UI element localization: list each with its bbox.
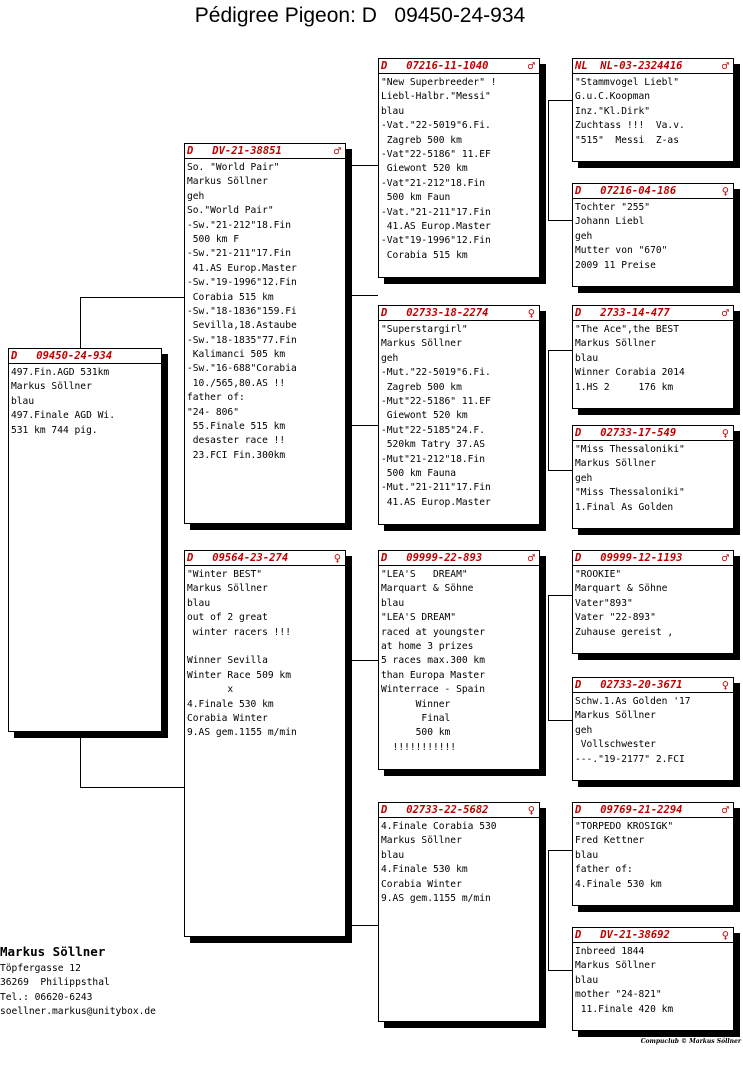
card-line: Zagreb 500 km (381, 134, 462, 146)
card-line: desaster race !! (187, 435, 286, 447)
sex-symbol-icon: ♀ (721, 928, 729, 942)
card-line: 41.AS Europ.Master (381, 220, 491, 232)
card-line: 1.Final As Golden (575, 501, 674, 513)
ring-number-header (379, 306, 539, 321)
card-line: "Winter BEST" (187, 569, 263, 580)
card-notes (573, 321, 733, 395)
sex-symbol-icon: ♀ (721, 678, 729, 692)
ring-number: NL NL-03-2324416 (575, 60, 683, 72)
ring-number: D 07216-04-186 (575, 185, 677, 197)
card-line: Inz."Kl.Dirk" (575, 105, 651, 117)
card-line (187, 640, 345, 654)
card-line: "TORPEDO KROSIGK" (575, 821, 674, 832)
card-line: Winner Corabia 2014 (575, 367, 685, 379)
card-line: -Vat."21-211"17.Fin (381, 206, 491, 218)
connector-line (548, 850, 572, 851)
card-line: Final (381, 712, 451, 724)
card-line: Markus Söllner (187, 176, 268, 188)
card-line: "Miss Thessaloniki" (575, 444, 685, 455)
connector-line (548, 595, 572, 596)
card-line: "New Superbreeder" ! (381, 77, 497, 88)
connector-line (350, 660, 378, 661)
connector-line (350, 165, 378, 166)
card-line: x (187, 684, 234, 696)
owner-street: Töpfergasse 12 (0, 963, 81, 974)
card-line: -Sw."21-212"18.Fin (187, 219, 291, 231)
sex-symbol-icon: ♀ (527, 803, 535, 817)
card-line: blau (381, 849, 405, 861)
connector-line (548, 350, 549, 470)
card-line: Winterrace - Spain (381, 684, 485, 696)
card-line: father of: (575, 864, 633, 876)
card-notes (573, 566, 733, 640)
card-line: So. "World Pair" (187, 162, 280, 173)
card-line: Markus Söllner (575, 458, 656, 470)
pedigree-card-dam-dam (378, 802, 540, 1022)
card-line: Vollschwester (575, 739, 656, 751)
card-notes (379, 74, 539, 263)
card-line: -Mut"21-212"18.Fin (381, 453, 485, 465)
card-line: "Superstargirl" (381, 324, 468, 335)
ring-number-header (573, 678, 733, 693)
card-line: "The Ace",the BEST (575, 324, 679, 335)
card-line: blau (575, 974, 599, 986)
connector-line (548, 720, 572, 721)
card-line: raced at youngster (381, 626, 485, 638)
sex-symbol-icon: ♂ (527, 551, 535, 565)
card-line: Zuhause gereist , (575, 626, 674, 638)
card-line: 4.Finale 530 km (575, 878, 662, 890)
pedigree-card-sdd (572, 425, 734, 529)
card-notes (573, 943, 733, 1017)
card-line: blau (575, 849, 599, 861)
connector-line (548, 100, 549, 220)
connector-line (548, 970, 572, 971)
owner-city: 36269 Philippsthal (0, 977, 110, 989)
card-line: 500 km F (187, 233, 239, 245)
card-line: -Vat"22-5186" 11.EF (381, 148, 491, 160)
connector-line (350, 660, 351, 925)
pedigree-card-dss (572, 550, 734, 654)
connector-line (548, 470, 572, 471)
sex-symbol-icon: ♀ (333, 551, 341, 565)
card-line: "Miss Thessaloniki" (575, 487, 685, 499)
card-line: winter racers !!! (187, 626, 291, 638)
card-line: Liebl-Halbr."Messi" (381, 91, 491, 103)
card-line: Winter Race 509 km (187, 669, 291, 681)
sex-symbol-icon: ♂ (721, 59, 729, 73)
sex-symbol-icon: ♀ (721, 184, 729, 198)
card-line: So."World Pair" (187, 205, 274, 217)
card-line: father of: (187, 392, 245, 404)
card-line: -Sw."21-211"17.Fin (187, 248, 291, 260)
card-line: ---."19-2177" 2.FCI (575, 753, 685, 765)
card-line: Zuchtass !!! Va.v. (575, 120, 685, 132)
card-line: geh (381, 352, 399, 364)
card-line: -Mut"22-5186" 11.EF (381, 395, 491, 407)
card-line: blau (381, 597, 405, 609)
card-line: 41.AS Europ.Master (187, 262, 297, 274)
card-line: -Sw."18-1836"159.Fi (187, 305, 297, 317)
card-line: blau (187, 597, 211, 609)
ring-number: D DV-21-38851 (187, 145, 282, 157)
ring-number-header (573, 928, 733, 943)
ring-number: D 09999-12-1193 (575, 552, 683, 564)
ring-number-header (379, 551, 539, 566)
card-line: Markus Söllner (381, 835, 462, 847)
connector-line (80, 787, 184, 788)
card-line: blau (11, 395, 35, 407)
card-line: Sevilla,18.Astaube (187, 320, 297, 332)
sex-symbol-icon: ♂ (333, 144, 341, 158)
card-line: 5 races max.300 km (381, 655, 485, 667)
card-line: 497.Fin.AGD 531km (11, 367, 110, 378)
ring-number-header (9, 349, 161, 364)
sex-symbol-icon: ♂ (721, 803, 729, 817)
card-line: Markus Söllner (575, 710, 656, 722)
card-line: 500 km Faun (381, 192, 451, 204)
card-line: Fred Kettner (575, 835, 645, 847)
card-line: "24- 806" (187, 406, 239, 418)
pedigree-card-sss (572, 58, 734, 162)
card-line: Johann Liebl (575, 216, 645, 228)
card-notes (9, 364, 161, 438)
card-line: Winner Sevilla (187, 655, 268, 667)
card-line: geh (575, 230, 593, 242)
card-line: Vater"893" (575, 597, 633, 609)
card-line: Marquart & Söhne (575, 583, 668, 595)
owner-address-block (0, 942, 156, 1020)
card-line: -Vat."22-5019"6.Fi. (381, 120, 491, 132)
ring-number-header (573, 306, 733, 321)
connector-line (548, 595, 549, 720)
ring-number-header (185, 144, 345, 159)
card-line: 23.FCI Fin.300km (187, 449, 286, 461)
ring-number-header (185, 551, 345, 566)
card-line: "LEA'S DREAM" (381, 569, 468, 580)
ring-number: D 07216-11-1040 (381, 60, 489, 72)
ring-number-header (573, 803, 733, 818)
ring-number: D 02733-18-2274 (381, 307, 489, 319)
connector-line (80, 297, 184, 298)
card-line: Giewont 520 km (381, 163, 468, 175)
card-line: than Europa Master (381, 669, 485, 681)
card-line: 500 km Fauna (381, 467, 457, 479)
card-line: "Stammvogel Liebl" (575, 77, 679, 88)
pedigree-card-dam-sire (378, 550, 540, 770)
card-line: blau (381, 105, 405, 117)
card-notes (573, 818, 733, 892)
sex-symbol-icon: ♂ (721, 306, 729, 320)
card-line: Corabia 515 km (381, 249, 468, 261)
pedigree-card-subject (8, 348, 162, 732)
ring-number: D 09564-23-274 (187, 552, 289, 564)
pedigree-card-dam (184, 550, 346, 937)
footer-credit: Compuclub © Markus Söllner (640, 1038, 741, 1045)
connector-line (548, 350, 572, 351)
ring-number-header (379, 803, 539, 818)
pedigree-card-sire (184, 143, 346, 524)
card-line: Markus Söllner (575, 960, 656, 972)
card-line: 4.Finale Corabia 530 (381, 821, 497, 832)
card-line: Marquart & Söhne (381, 583, 474, 595)
card-line: -Mut."22-5019"6.Fi. (381, 367, 491, 379)
card-line: Tochter "255" (575, 202, 651, 213)
card-line: Corabia Winter (187, 712, 268, 724)
card-line: geh (575, 724, 593, 736)
connector-line (548, 100, 572, 101)
sex-symbol-icon: ♀ (527, 306, 535, 320)
card-line: -Mut."21-211"17.Fin (381, 482, 491, 494)
card-line: -Sw."19-1996"12.Fin (187, 277, 297, 289)
sex-symbol-icon: ♂ (721, 551, 729, 565)
ring-number: D 02733-17-549 (575, 427, 677, 439)
pedigree-card-sire-dam (378, 305, 540, 525)
pedigree-card-dsd (572, 677, 734, 781)
card-line: Zagreb 500 km (381, 381, 462, 393)
card-line: 500 km (381, 727, 451, 739)
connector-line (548, 850, 549, 970)
card-notes (185, 159, 345, 463)
card-line: -Vat"19-1996"12.Fin (381, 235, 491, 247)
sex-symbol-icon: ♀ (721, 426, 729, 440)
card-line: Inbreed 1844 (575, 946, 645, 957)
ring-number: D 02733-20-3671 (575, 679, 683, 691)
page-title: Pédigree Pigeon: D 09450-24-934 (194, 4, 526, 27)
card-line: Winner (381, 698, 451, 710)
ring-number: D 09999-22-893 (381, 552, 483, 564)
card-line: 497.Finale AGD Wi. (11, 410, 115, 422)
card-notes (573, 693, 733, 767)
card-line: -Vat"21-212"18.Fin (381, 177, 485, 189)
pedigree-card-ssd (572, 183, 734, 287)
card-notes (379, 818, 539, 906)
card-line: 531 km 744 pig. (11, 424, 98, 436)
card-line: 55.Finale 515 km (187, 421, 286, 433)
card-line: Markus Söllner (11, 381, 92, 393)
card-line: 10./565,80.AS !! (187, 377, 286, 389)
card-line: Markus Söllner (575, 338, 656, 350)
card-line: 4.Finale 530 km (187, 698, 274, 710)
pedigree-card-dds (572, 802, 734, 906)
card-line: -Sw."16-688"Corabia (187, 363, 297, 375)
card-line: at home 3 prizes (381, 640, 474, 652)
card-line: 9.AS gem.1155 m/min (187, 727, 297, 739)
card-line: Giewont 520 km (381, 410, 468, 422)
pedigree-card-ddd (572, 927, 734, 1031)
card-line: !!!!!!!!!!! (381, 741, 457, 753)
card-notes (573, 199, 733, 273)
owner-email: soellner.markus@unitybox.de (0, 1006, 156, 1018)
card-line: Mutter von "670" (575, 245, 668, 257)
connector-line (350, 425, 378, 426)
card-line: mother "24-821" (575, 989, 662, 1001)
ring-number: D DV-21-38692 (575, 929, 670, 941)
connector-line (350, 925, 378, 926)
connector-line (350, 295, 378, 296)
card-notes (573, 74, 733, 148)
card-line: 520km Tatry 37.AS (381, 439, 485, 451)
card-line: Corabia 515 km (187, 291, 274, 303)
ring-number: D 09769-21-2294 (575, 804, 683, 816)
card-line: "515" Messi Z-as (575, 134, 679, 146)
card-line: Markus Söllner (187, 583, 268, 595)
ring-number-header (573, 59, 733, 74)
card-line: 1.HS 2 176 km (575, 381, 674, 393)
ring-number: D 2733-14-477 (575, 307, 670, 319)
card-line: 41.AS Europ.Master (381, 496, 491, 508)
ring-number-header (379, 59, 539, 74)
sex-symbol-icon: ♂ (527, 59, 535, 73)
owner-name: Markus Söllner (0, 944, 106, 959)
card-notes (185, 566, 345, 741)
card-line: Corabia Winter (381, 878, 462, 890)
card-line: Schw.1.As Golden '17 (575, 696, 691, 707)
card-line: out of 2 great (187, 612, 268, 624)
card-line: -Mut"22-5185"24.F. (381, 424, 485, 436)
card-line: G.u.C.Koopman (575, 91, 651, 103)
card-line: Vater "22-893" (575, 612, 656, 624)
card-line: 11.Finale 420 km (575, 1003, 674, 1015)
card-notes (573, 441, 733, 515)
pedigree-card-sire-sire (378, 58, 540, 278)
ring-number: D 09450-24-934 (11, 350, 113, 362)
connector-line (548, 220, 572, 221)
owner-phone: Tel.: 06620-6243 (0, 991, 93, 1003)
card-line: 2009 11 Preise (575, 259, 656, 271)
card-line: blau (575, 352, 599, 364)
card-line: 4.Finale 530 km (381, 864, 468, 876)
card-line: Kalimanci 505 km (187, 349, 286, 361)
ring-number: D 02733-22-5682 (381, 804, 489, 816)
ring-number-header (573, 426, 733, 441)
card-line: -Sw."18-1835"77.Fin (187, 334, 297, 346)
card-line: Markus Söllner (381, 338, 462, 350)
card-notes (379, 321, 539, 510)
card-notes (379, 566, 539, 755)
card-line: 9.AS gem.1155 m/min (381, 892, 491, 904)
card-line: geh (187, 190, 205, 202)
ring-number-header (573, 551, 733, 566)
pedigree-card-sds (572, 305, 734, 409)
card-line: "LEA'S DREAM" (381, 612, 457, 624)
card-line: geh (575, 472, 593, 484)
ring-number-header (573, 184, 733, 199)
card-line: "ROOKIE" (575, 569, 622, 580)
